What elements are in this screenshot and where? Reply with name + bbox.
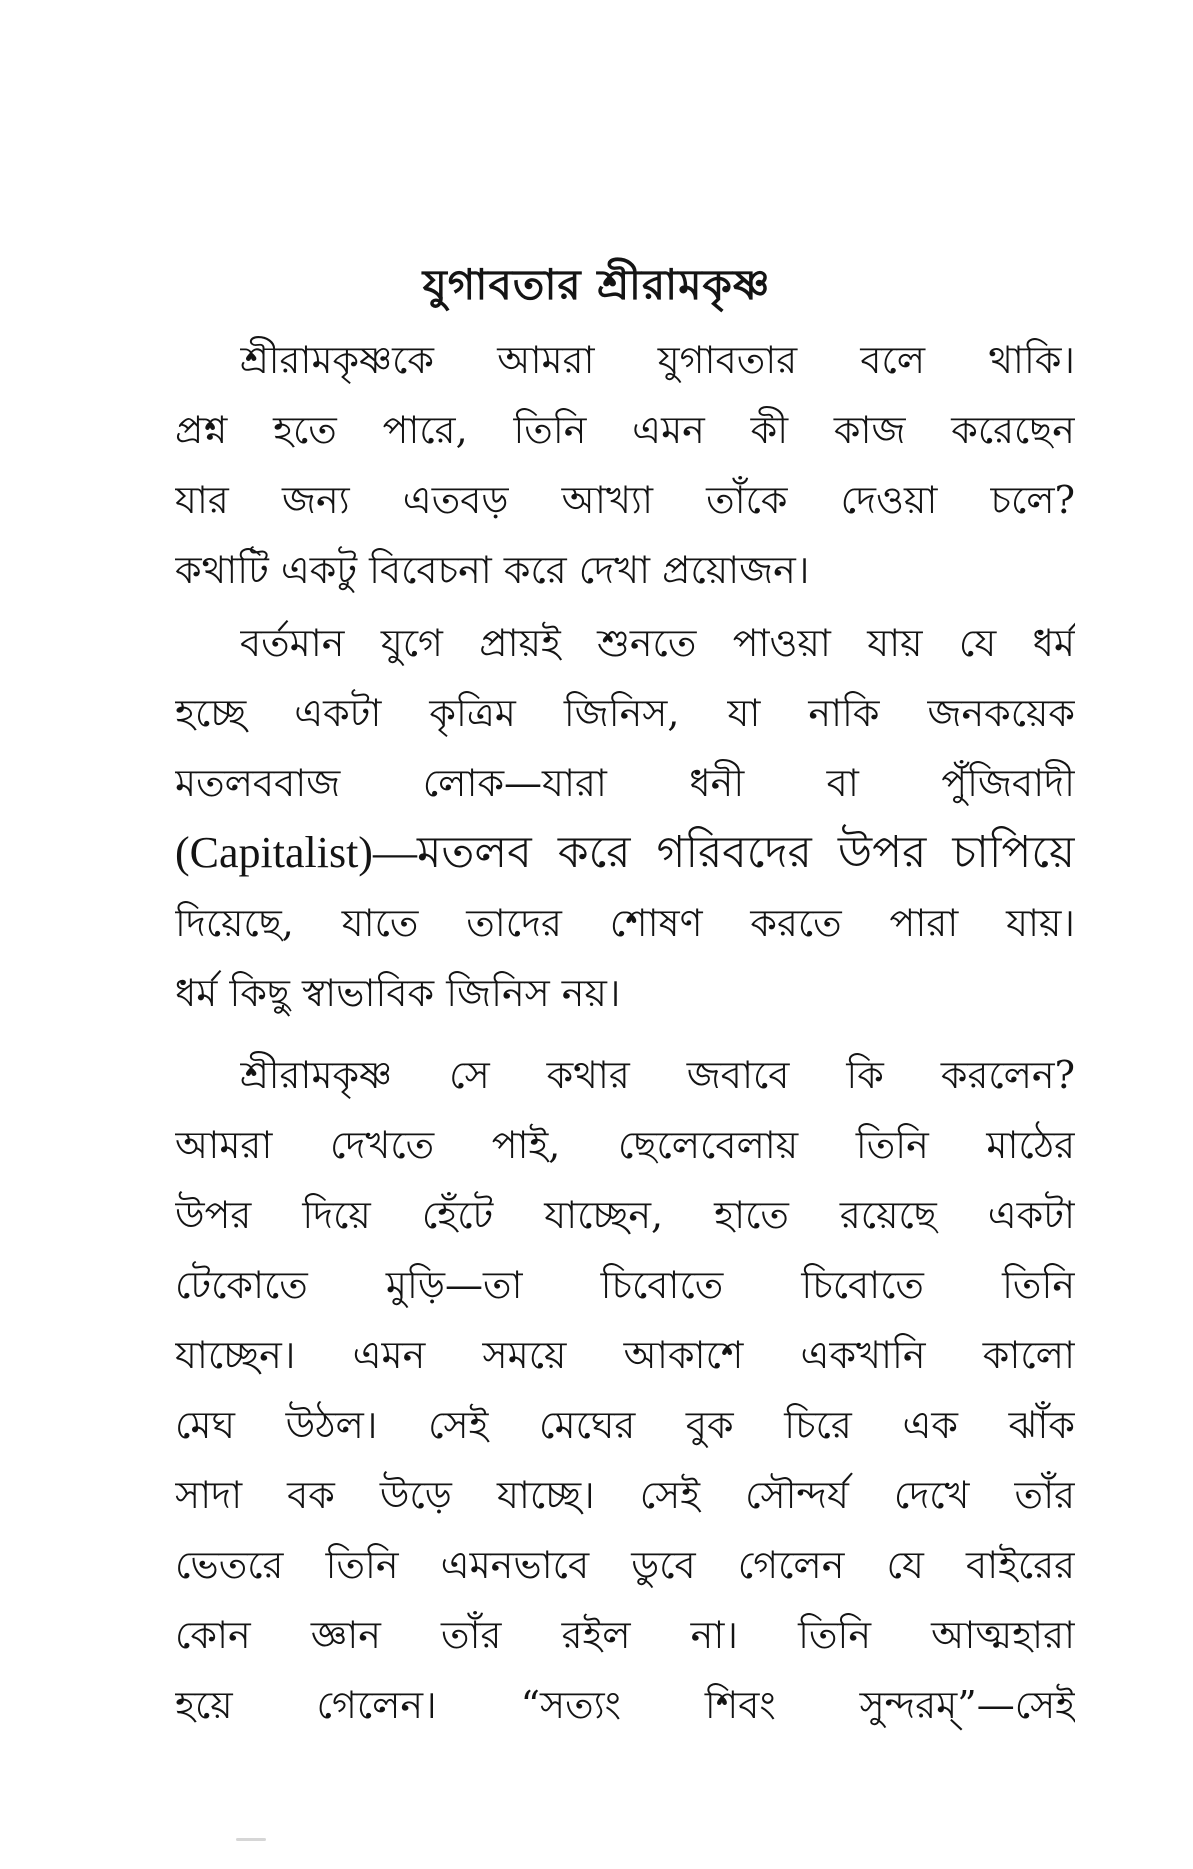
paragraph-2-line-6: ধর্ম কিছু স্বাভাবিক জিনিস নয়। [175, 971, 621, 1015]
paragraph-3-line-8: ভেতরে তিনি এমনভাবে ডুবে গেলেন যে বাইরের [175, 1543, 1075, 1587]
paragraph-2-line-2: হচ্ছে একটা কৃত্রিম জিনিস, যা নাকি জনকয়েক [175, 691, 1075, 735]
paragraph-1-line-3: যার জন্য এতবড় আখ্যা তাঁকে দেওয়া চলে? [175, 478, 1075, 522]
paragraph-2-line-5: দিয়েছে, যাতে তাদের শোষণ করতে পারা যায়। [175, 901, 1075, 945]
chapter-title: যুগাবতার শ্রীরামকৃষ্ণ [422, 260, 771, 309]
paragraph-3-line-6: মেঘ উঠল। সেই মেঘের বুক চিরে এক ঝাঁক [175, 1403, 1075, 1447]
paragraph-3-line-1: শ্রীরামকৃষ্ণ সে কথার জবাবে কি করলেন? [240, 1053, 1075, 1097]
paragraph-2-line-3: মতলববাজ লোক—যারা ধনী বা পুঁজিবাদী [175, 761, 1075, 805]
paragraph-3-line-3: উপর দিয়ে হেঁটে যাচ্ছেন, হাতে রয়েছে একটা [175, 1193, 1075, 1237]
paragraph-2-line-4: (Capitalist)—মতলব করে গরিবদের উপর চাপিয়ে [175, 828, 1075, 877]
paragraph-3-line-7: সাদা বক উড়ে যাচ্ছে। সেই সৌন্দর্য দেখে তাঁর [175, 1473, 1075, 1517]
paragraph-1-line-4: কথাটি একটু বিবেচনা করে দেখা প্রয়োজন। [175, 548, 810, 592]
scan-speck [236, 1838, 266, 1841]
paragraph-3-line-4: টেকোতে মুড়ি—তা চিবোতে চিবোতে তিনি [175, 1263, 1075, 1307]
paragraph-1-line-1: শ্রীরামকৃষ্ণকে আমরা যুগাবতার বলে থাকি। [240, 338, 1075, 382]
paragraph-1-line-2: প্রশ্ন হতে পারে, তিনি এমন কী কাজ করেছেন [175, 408, 1075, 452]
paragraph-2-line-1: বর্তমান যুগে প্রায়ই শুনতে পাওয়া যায় যে ধর্ম [240, 621, 1075, 665]
paragraph-3-line-5: যাচ্ছেন। এমন সময়ে আকাশে একখানি কালো [175, 1333, 1075, 1377]
paragraph-3-line-2: আমরা দেখতে পাই, ছেলেবেলায় তিনি মাঠের [175, 1123, 1075, 1167]
paragraph-3-line-10: হয়ে গেলেন। “সত্যং শিবং সুন্দরম্”—সেই [175, 1683, 1075, 1727]
paragraph-3-line-9: কোন জ্ঞান তাঁর রইল না। তিনি আত্মহারা [175, 1613, 1075, 1657]
